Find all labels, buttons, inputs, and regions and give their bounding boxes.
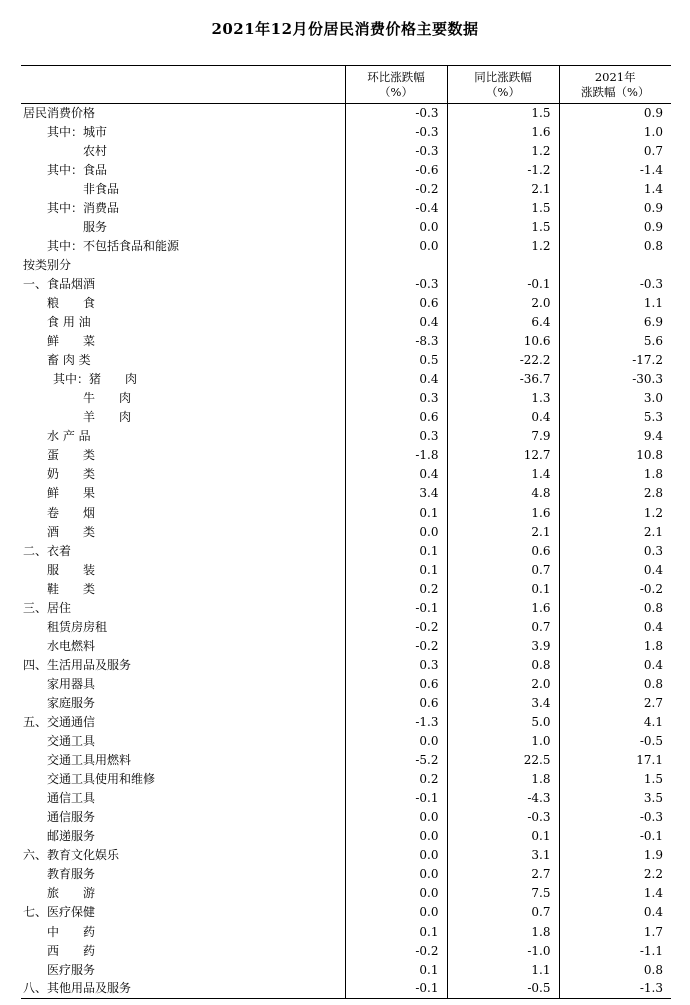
table-row — [21, 694, 671, 713]
row-label: 通信服务 — [47, 810, 96, 825]
header-item — [21, 66, 345, 104]
cell-mom: 0.0 — [345, 732, 447, 751]
cell-yoy: 2.0 — [447, 294, 559, 313]
table-row — [21, 104, 671, 123]
cell-mom: -8.3 — [345, 332, 447, 351]
cell-year: 1.8 — [559, 637, 671, 656]
cell-mom: 0.0 — [345, 903, 447, 922]
cell-year: 9.4 — [559, 427, 671, 446]
cell-mom: -0.2 — [345, 180, 447, 199]
row-label: 水 产 品 — [47, 429, 91, 444]
cell-year: -0.5 — [559, 732, 671, 751]
cell-yoy: 1.5 — [447, 199, 559, 218]
table-row — [21, 618, 671, 637]
header-yoy-line1: 同比涨跌幅 — [474, 69, 532, 84]
table-row — [21, 142, 671, 161]
cell-yoy: 1.2 — [447, 237, 559, 256]
cell-mom: -1.8 — [345, 446, 447, 465]
cell-year: -0.3 — [559, 275, 671, 294]
table-row — [21, 408, 671, 427]
cell-year: -0.1 — [559, 827, 671, 846]
cell-year: 6.9 — [559, 313, 671, 332]
row-label: 租赁房房租 — [47, 619, 108, 634]
cell-year: 0.9 — [559, 199, 671, 218]
header-mom — [345, 66, 447, 104]
row-label: 交通工具 — [47, 734, 96, 749]
table-row — [21, 942, 671, 961]
table-row — [21, 294, 671, 313]
cell-year: -1.1 — [559, 942, 671, 961]
row-label: 牛 肉 — [83, 391, 132, 406]
cell-year: 0.4 — [559, 656, 671, 675]
table-row — [21, 351, 671, 370]
row-label: 羊 肉 — [83, 410, 132, 425]
cell-mom: 0.2 — [345, 770, 447, 789]
cell-yoy: -0.1 — [447, 275, 559, 294]
cell-year: 5.6 — [559, 332, 671, 351]
row-label: 其中：不包括食品和能源 — [47, 238, 180, 253]
row-label: 服 装 — [47, 562, 96, 577]
row-label: 鞋 类 — [47, 581, 96, 596]
table-header-row — [21, 66, 671, 104]
table-row — [21, 275, 671, 294]
row-label: 五、交通通信 — [23, 715, 96, 730]
cell-year: 0.8 — [559, 237, 671, 256]
cell-year: 0.7 — [559, 142, 671, 161]
cell-mom: 0.5 — [345, 351, 447, 370]
table-row — [21, 923, 671, 942]
table-row — [21, 332, 671, 351]
cell-mom: 0.0 — [345, 827, 447, 846]
table-row — [21, 370, 671, 389]
row-label: 其中：猪 肉 — [53, 372, 138, 387]
cell-mom: -0.1 — [345, 980, 447, 999]
cell-year: 2.7 — [559, 694, 671, 713]
table-row — [21, 770, 671, 789]
cell-yoy: 1.5 — [447, 218, 559, 237]
table-row — [21, 903, 671, 922]
row-label: 六、教育文化娱乐 — [23, 848, 120, 863]
cell-year: 5.3 — [559, 408, 671, 427]
row-label: 畜 肉 类 — [47, 353, 91, 368]
cell-yoy: 1.8 — [447, 923, 559, 942]
cell-year: 0.8 — [559, 599, 671, 618]
cell-mom: 0.0 — [345, 218, 447, 237]
cell-yoy: -1.0 — [447, 942, 559, 961]
cell-yoy: 1.2 — [447, 142, 559, 161]
row-label: 家庭服务 — [47, 695, 96, 710]
cell-yoy: 3.9 — [447, 637, 559, 656]
cell-mom: 0.2 — [345, 580, 447, 599]
cell-mom: -0.3 — [345, 275, 447, 294]
cell-mom: 0.1 — [345, 561, 447, 580]
cell-yoy: -0.5 — [447, 980, 559, 999]
cell-yoy: 0.7 — [447, 618, 559, 637]
cell-yoy: 4.8 — [447, 484, 559, 503]
cell-year: 0.4 — [559, 903, 671, 922]
cell-yoy: 1.3 — [447, 389, 559, 408]
cell-yoy: -36.7 — [447, 370, 559, 389]
cell-year: 2.2 — [559, 865, 671, 884]
cell-yoy: 3.1 — [447, 846, 559, 865]
row-label: 其中：消费品 — [47, 200, 120, 215]
cell-year: 4.1 — [559, 713, 671, 732]
table-row — [21, 884, 671, 903]
cell-mom: -0.2 — [345, 942, 447, 961]
row-label: 卷 烟 — [47, 505, 96, 520]
cell-year: 3.5 — [559, 789, 671, 808]
cell-mom: 0.4 — [345, 370, 447, 389]
row-label: 教育服务 — [47, 867, 96, 882]
cell-yoy: -0.3 — [447, 808, 559, 827]
cell-year: 1.4 — [559, 884, 671, 903]
row-label: 其中：城市 — [47, 124, 108, 139]
cell-mom: 0.3 — [345, 389, 447, 408]
table-row — [21, 808, 671, 827]
cell-yoy: 3.4 — [447, 694, 559, 713]
cell-yoy: 0.8 — [447, 656, 559, 675]
cell-year: 1.0 — [559, 123, 671, 142]
cell-year: -1.4 — [559, 161, 671, 180]
table-row — [21, 656, 671, 675]
row-label: 旅 游 — [47, 886, 96, 901]
table-row — [21, 713, 671, 732]
cell-yoy: 1.8 — [447, 770, 559, 789]
cell-year: 1.9 — [559, 846, 671, 865]
cell-mom: 0.0 — [345, 237, 447, 256]
cell-yoy: 7.5 — [447, 884, 559, 903]
row-label: 鲜 菜 — [47, 334, 96, 349]
table-row — [21, 313, 671, 332]
table-row — [21, 503, 671, 522]
table-row — [21, 865, 671, 884]
cell-mom: -1.3 — [345, 713, 447, 732]
row-label: 一、食品烟酒 — [23, 276, 96, 291]
cell-year: 0.3 — [559, 542, 671, 561]
header-mom-line2: （%） — [379, 84, 413, 99]
table-row — [21, 180, 671, 199]
table-row — [21, 199, 671, 218]
row-label: 奶 类 — [47, 467, 96, 482]
header-mom-line1: 环比涨跌幅 — [367, 69, 425, 84]
row-label: 三、居住 — [23, 600, 72, 615]
page-title: 2021年12月份居民消费价格主要数据 — [211, 20, 479, 38]
cell-mom: 3.4 — [345, 484, 447, 503]
row-label: 酒 类 — [47, 524, 96, 539]
header-year-line2: 涨跌幅（%） — [581, 84, 650, 99]
cell-year: 10.8 — [559, 446, 671, 465]
row-label: 家用器具 — [47, 676, 96, 691]
header-year — [559, 66, 671, 104]
cell-year: 2.8 — [559, 484, 671, 503]
cell-yoy: -4.3 — [447, 789, 559, 808]
table-row — [21, 599, 671, 618]
cell-year: 1.8 — [559, 465, 671, 484]
cell-yoy: 10.6 — [447, 332, 559, 351]
cell-mom: 0.6 — [345, 294, 447, 313]
cell-mom — [345, 256, 447, 275]
cell-mom: -0.3 — [345, 104, 447, 123]
cell-mom: 0.6 — [345, 408, 447, 427]
table-row — [21, 427, 671, 446]
table-row — [21, 961, 671, 980]
row-label: 中 药 — [47, 924, 96, 939]
cell-yoy: 6.4 — [447, 313, 559, 332]
header-yoy-line2: （%） — [486, 84, 520, 99]
cell-yoy: 2.1 — [447, 180, 559, 199]
cell-mom: 0.0 — [345, 523, 447, 542]
cell-mom: 0.4 — [345, 465, 447, 484]
cell-yoy: 1.6 — [447, 503, 559, 522]
cell-yoy: 1.4 — [447, 465, 559, 484]
cell-mom: 0.3 — [345, 656, 447, 675]
row-label: 八、其他用品及服务 — [21, 980, 345, 999]
cell-mom: 0.4 — [345, 313, 447, 332]
cell-year: 1.2 — [559, 503, 671, 522]
row-label: 通信工具 — [47, 791, 96, 806]
row-label: 交通工具使用和维修 — [47, 772, 156, 787]
row-label: 四、生活用品及服务 — [23, 657, 132, 672]
cell-yoy: 22.5 — [447, 751, 559, 770]
cell-mom: 0.1 — [345, 923, 447, 942]
table-row — [21, 523, 671, 542]
row-label: 食 用 油 — [47, 315, 91, 330]
row-label: 非食品 — [83, 181, 120, 196]
cell-mom: -0.2 — [345, 618, 447, 637]
cell-year: 0.9 — [559, 218, 671, 237]
cell-year: 1.5 — [559, 770, 671, 789]
table-row — [21, 256, 671, 275]
cpi-table — [21, 65, 671, 999]
cell-mom: -0.1 — [345, 599, 447, 618]
cell-mom: 0.1 — [345, 961, 447, 980]
row-label: 其中：食品 — [47, 162, 108, 177]
cell-year: 1.4 — [559, 180, 671, 199]
cell-year — [559, 256, 671, 275]
table-row — [21, 561, 671, 580]
row-label: 医疗服务 — [47, 962, 96, 977]
cell-yoy: 1.6 — [447, 599, 559, 618]
cell-yoy: 5.0 — [447, 713, 559, 732]
cell-yoy: 7.9 — [447, 427, 559, 446]
cell-yoy: 1.6 — [447, 123, 559, 142]
cell-mom: -0.2 — [345, 637, 447, 656]
table-row — [21, 123, 671, 142]
cell-yoy: 2.0 — [447, 675, 559, 694]
cell-mom: 0.0 — [345, 808, 447, 827]
cell-year: -17.2 — [559, 351, 671, 370]
table-row — [21, 751, 671, 770]
header-year-line1: 2021年 — [594, 69, 636, 84]
table-row — [21, 827, 671, 846]
cell-mom: -0.3 — [345, 142, 447, 161]
row-label: 七、医疗保健 — [23, 905, 96, 920]
table-row — [21, 637, 671, 656]
cell-yoy: 0.7 — [447, 903, 559, 922]
cell-year: 1.1 — [559, 294, 671, 313]
table-row — [21, 465, 671, 484]
cell-yoy: -22.2 — [447, 351, 559, 370]
cell-year: 0.4 — [559, 618, 671, 637]
cell-year: 17.1 — [559, 751, 671, 770]
row-label: 粮 食 — [47, 295, 96, 310]
cell-yoy: -1.2 — [447, 161, 559, 180]
cell-mom: 0.6 — [345, 675, 447, 694]
cell-year: 0.4 — [559, 561, 671, 580]
cell-year: 1.7 — [559, 923, 671, 942]
table-row — [21, 484, 671, 503]
table-row — [21, 846, 671, 865]
cell-mom: 0.1 — [345, 503, 447, 522]
cell-mom: 0.1 — [345, 542, 447, 561]
cell-yoy: 0.4 — [447, 408, 559, 427]
table-row — [21, 161, 671, 180]
cell-year: 0.9 — [559, 104, 671, 123]
table-row — [21, 389, 671, 408]
cell-yoy: 0.1 — [447, 827, 559, 846]
cell-yoy: 12.7 — [447, 446, 559, 465]
cell-year: 0.8 — [559, 675, 671, 694]
cell-yoy: 0.1 — [447, 580, 559, 599]
row-label: 按类别分 — [23, 257, 72, 272]
cell-yoy: 0.7 — [447, 561, 559, 580]
row-label: 服务 — [83, 219, 108, 234]
row-label: 二、衣着 — [23, 543, 72, 558]
table-row — [21, 542, 671, 561]
table-row — [21, 218, 671, 237]
row-label: 邮递服务 — [47, 829, 96, 844]
cell-year: -0.2 — [559, 580, 671, 599]
cell-mom: 0.0 — [345, 846, 447, 865]
table-row — [21, 789, 671, 808]
row-label: 西 药 — [47, 943, 96, 958]
row-label: 蛋 类 — [47, 448, 96, 463]
row-label: 水电燃料 — [47, 638, 96, 653]
cell-yoy: 1.0 — [447, 732, 559, 751]
cell-mom: 0.0 — [345, 884, 447, 903]
table-row — [21, 732, 671, 751]
row-label: 交通工具用燃料 — [47, 753, 132, 768]
cell-yoy — [447, 256, 559, 275]
table-row — [21, 580, 671, 599]
cell-year: 2.1 — [559, 523, 671, 542]
row-label: 农村 — [83, 143, 108, 158]
cell-yoy: 1.5 — [447, 104, 559, 123]
table-row — [21, 980, 671, 999]
table-row — [21, 446, 671, 465]
cell-mom: 0.3 — [345, 427, 447, 446]
header-yoy — [447, 66, 559, 104]
cell-year: -0.3 — [559, 808, 671, 827]
cell-mom: -0.6 — [345, 161, 447, 180]
cell-mom: 0.0 — [345, 865, 447, 884]
cell-mom: -5.2 — [345, 751, 447, 770]
cell-yoy: 2.7 — [447, 865, 559, 884]
cell-mom: -0.4 — [345, 199, 447, 218]
cell-yoy: 1.1 — [447, 961, 559, 980]
table-row — [21, 675, 671, 694]
cell-mom: -0.3 — [345, 123, 447, 142]
cell-year: 3.0 — [559, 389, 671, 408]
cell-mom: 0.6 — [345, 694, 447, 713]
cell-year: -1.3 — [559, 980, 671, 999]
cell-year: 0.8 — [559, 961, 671, 980]
cell-yoy: 0.6 — [447, 542, 559, 561]
row-label: 鲜 果 — [47, 486, 96, 501]
cell-mom: -0.1 — [345, 789, 447, 808]
cell-year: -30.3 — [559, 370, 671, 389]
cell-yoy: 2.1 — [447, 523, 559, 542]
row-label: 居民消费价格 — [23, 105, 96, 120]
table-row — [21, 237, 671, 256]
